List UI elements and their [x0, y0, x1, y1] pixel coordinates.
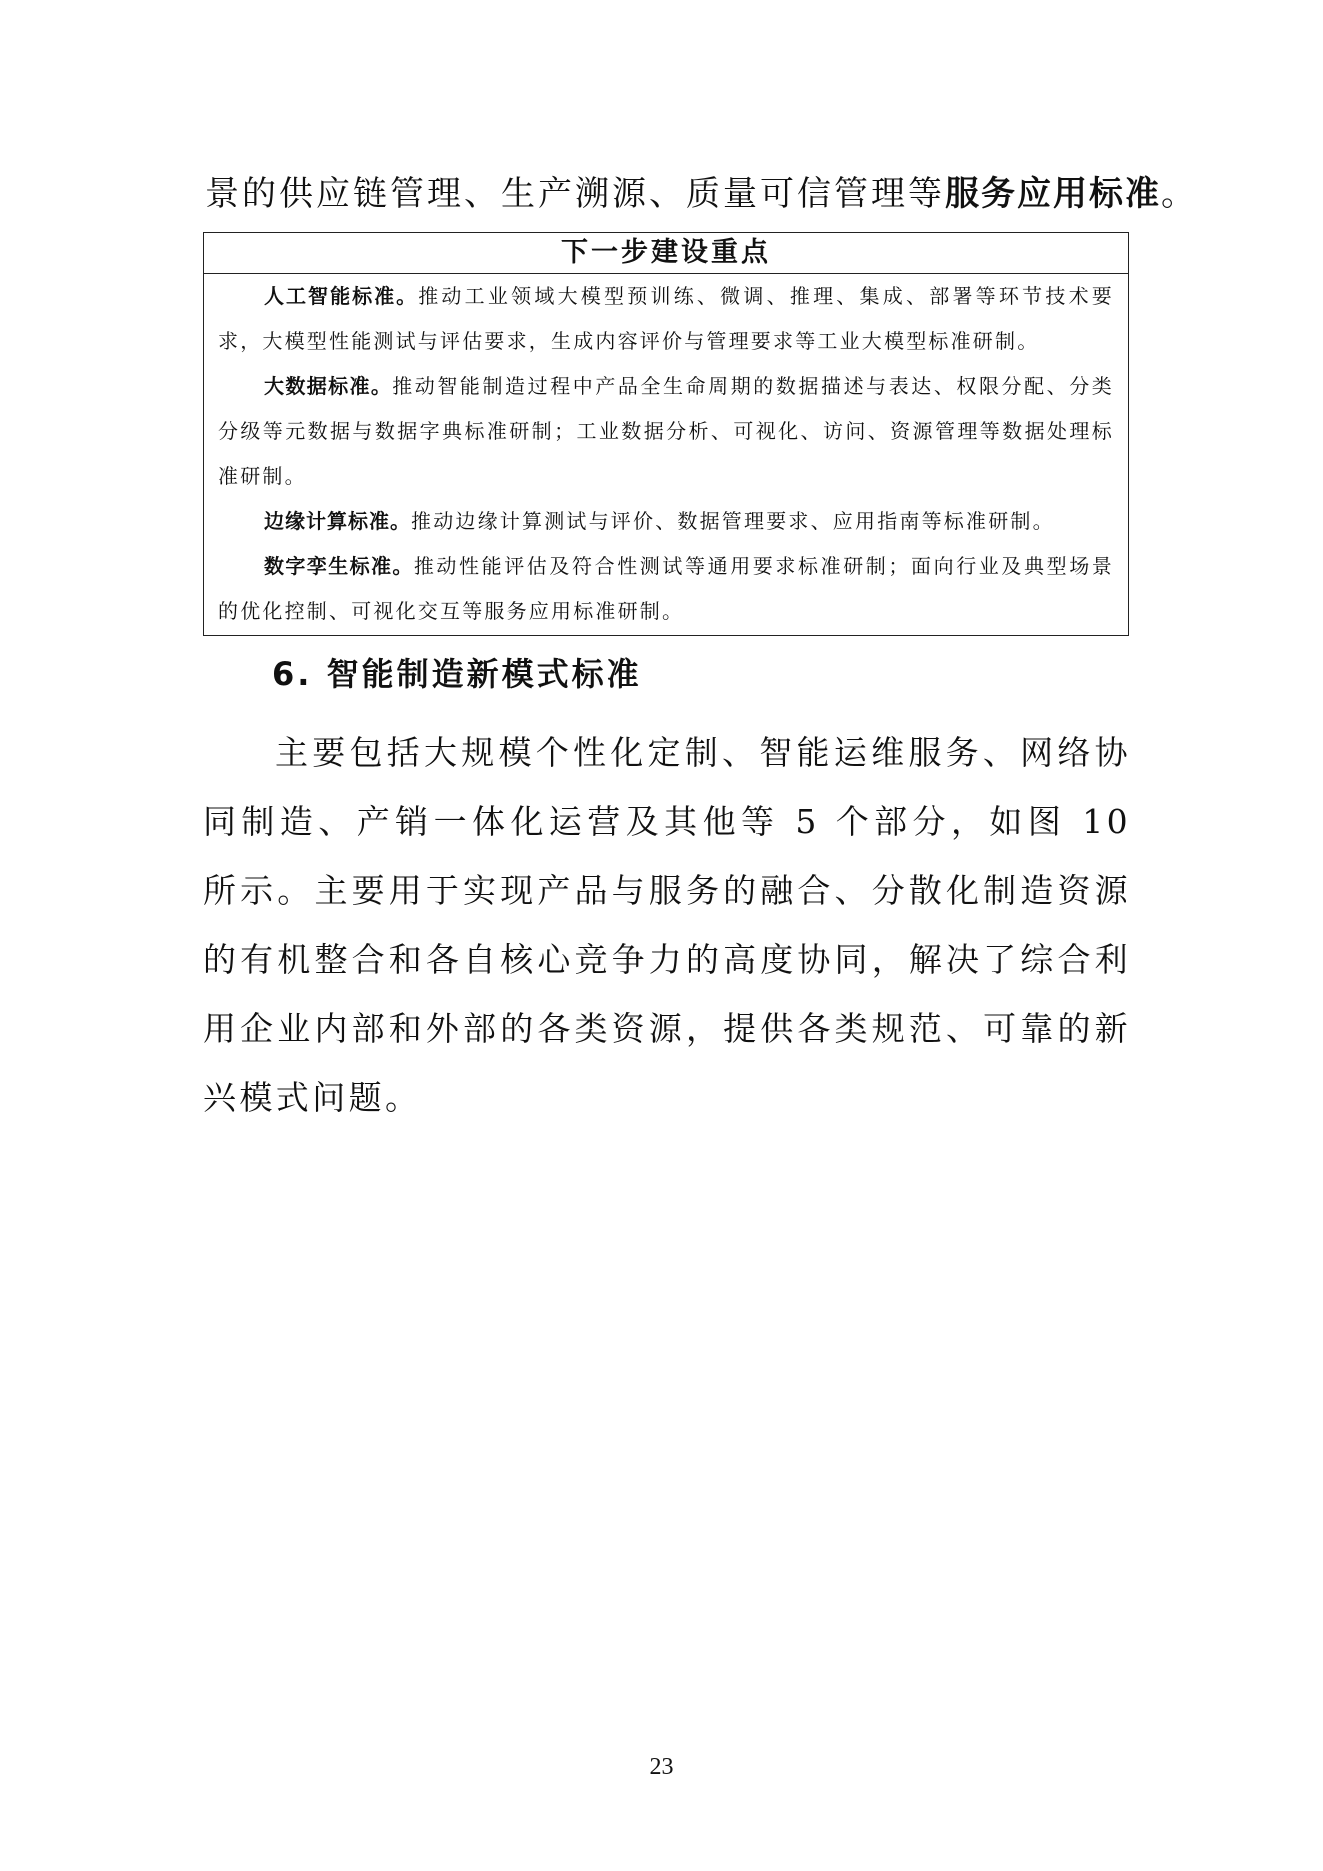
continuation-line [205, 168, 1198, 220]
section-heading: 6. 智能制造新模式标准 [272, 655, 642, 693]
next-step-item-ai [218, 274, 1114, 364]
item-label: 边缘计算标准。 [264, 509, 411, 533]
next-step-item-digital-twin [218, 544, 1114, 634]
item-text: 推动边缘计算测试与评价、数据管理要求、应用指南等标准研制。 [411, 509, 1055, 533]
next-steps-box [203, 232, 1129, 636]
continuation-end: 。 [1161, 174, 1198, 214]
page-number: 23 [649, 1754, 674, 1780]
body-paragraph: 主要包括大规模个性化定制、智能运维服务、网络协同制造、产销一体化运营及其他等 5 个部分，如图 10 所示。主要用于实现产品与服务的融合、分散化制造资源的有机整合和各自核心竞争力的高度协同，解决了综合利用企业内部和外部的各类资源，提供各类规范、可靠的新兴模式问题。 [203, 733, 1131, 1117]
item-label: 人工智能标准。 [264, 284, 419, 308]
next-step-item-big-data [218, 364, 1114, 499]
next-step-item-edge-computing [218, 499, 1114, 544]
item-label: 数字孪生标准。 [264, 554, 414, 578]
next-steps-title: 下一步建设重点 [204, 233, 1128, 274]
continuation-text: 景的供应链管理、生产溯源、质量可信管理等 [205, 174, 945, 214]
item-text: 推动智能制造过程中产品全生命周期的数据描述与表达、权限分配、分类分级等元数据与数据字典标准研制；工业数据分析、可视化、访问、资源管理等数据处理标准研制。 [218, 374, 1115, 488]
continuation-bold-text: 服务应用标准 [945, 174, 1161, 214]
next-steps-body [204, 274, 1128, 634]
item-text: 推动性能评估及符合性测试等通用要求标准研制；面向行业及典型场景的优化控制、可视化交互等服务应用标准研制。 [218, 554, 1115, 623]
item-label: 大数据标准。 [264, 374, 393, 398]
item-text: 推动工业领域大模型预训练、微调、推理、集成、部署等环节技术要求，大模型性能测试与评估要求，生成内容评价与管理要求等工业大模型标准研制。 [218, 284, 1115, 353]
